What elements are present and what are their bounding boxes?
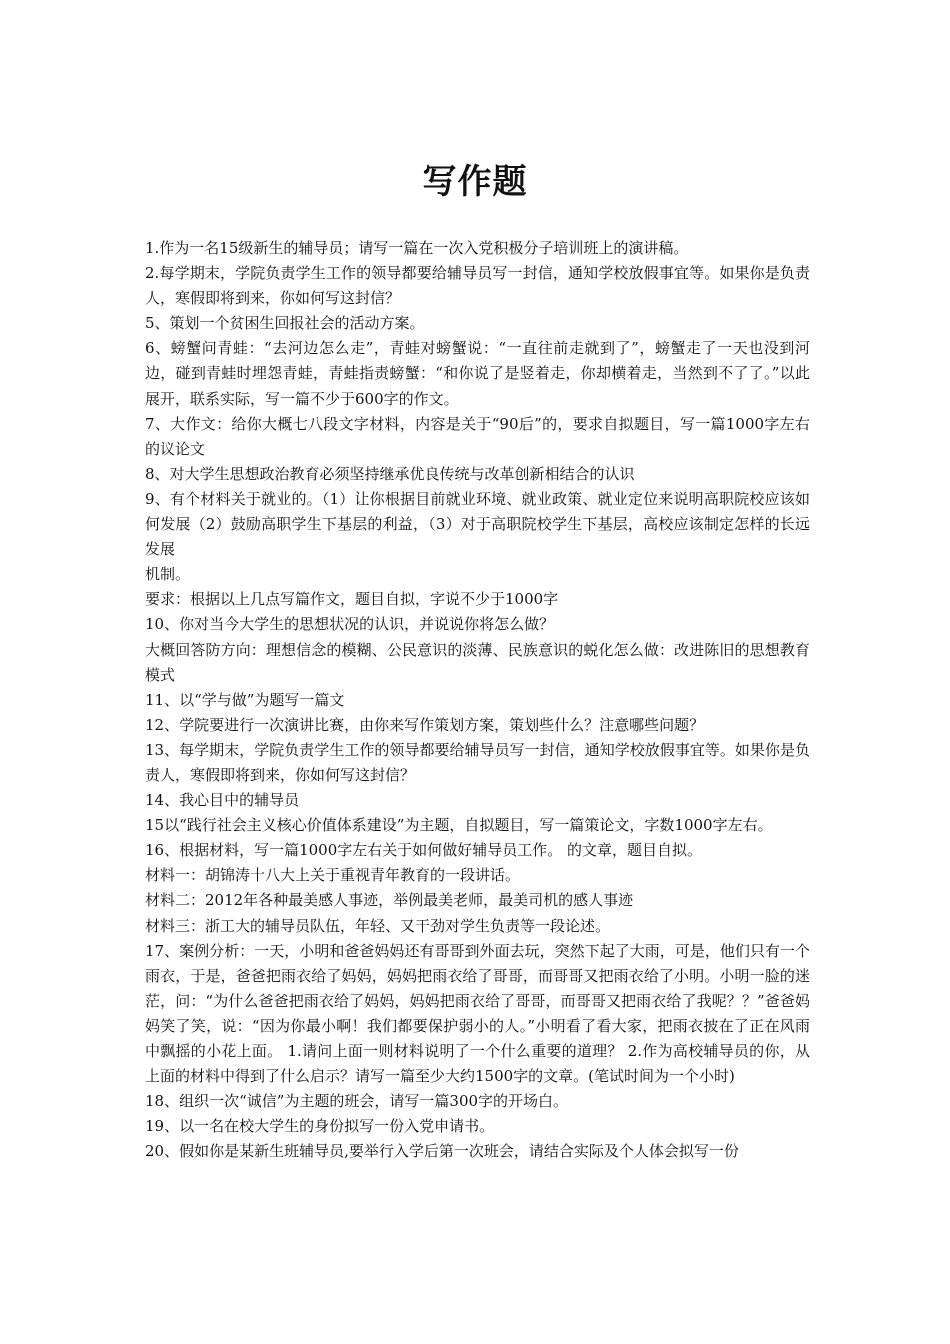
question-line: 20、假如你是某新生班辅导员,要举行入学后第一次班会，请结合实际及个人体会拟写一份: [145, 1142, 739, 1161]
question-line: 13、每学期末，学院负责学生工作的领导都要给辅导员写一封信，通知学校放假事宜等。如果你是负责人，寒假即将到来，你如何写这封信？: [145, 740, 810, 784]
question-line: 7、大作文：给你大概七八段文字材料，内容是关于“90后”的，要求自拟题目，写一篇1000字左右的议论文: [145, 414, 810, 458]
question-line: 18、组织一次“诚信”为主题的班会，请写一篇300字的开场白。: [145, 1092, 569, 1111]
question-line: 9、有个材料关于就业的。（1）让你根据目前就业环境、就业政策、就业定位来说明高职院校应该如何发展（2）鼓励高职学生下基层的利益，（3）对于高职院校学生下基层，高校应该制定怎样的长远发展: [145, 489, 810, 559]
question-line: 12、学院要进行一次演讲比赛，由你来写作策划方案，策划些什么？注意哪些问题？: [145, 715, 705, 734]
question-line: 机制。: [145, 565, 191, 584]
question-line: 10、你对当今大学生的思想状况的认识，并说说你将怎么做？: [145, 615, 555, 634]
question-line: 材料三：浙工大的辅导员队伍，年轻、又干劲对学生负责等一段论述。: [145, 916, 611, 935]
question-line: 6、螃蟹问青蛙：“去河边怎么走”，青蛙对螃蟹说：“一直往前走就到了”，螃蟹走了一天也没到河边，碰到青蛙时埋怨青蛙，青蛙指责螃蟹：“和你说了是竖着走，你却横着走，当然到不了了。”以此展开，联系实际，写一篇不少于600字的作文。: [145, 339, 810, 408]
page-title: 写作题: [422, 162, 528, 202]
question-line: 大概回答防方向：理想信念的模糊、公民意识的淡薄、民族意识的蜕化怎么做：改进陈旧的思想教育模式: [145, 640, 810, 684]
question-line: 要求：根据以上几点写篇作文，题目自拟，字说不少于1000字: [145, 590, 559, 609]
question-line: 11、以“学与做”为题写一篇文: [145, 690, 345, 709]
question-line: 材料二：2012年各种最美感人事迹，举例最美老师，最美司机的感人事迹: [145, 891, 634, 910]
question-line: 16、根据材料，写一篇1000字左右关于如何做好辅导员工作。 的文章，题目自拟。: [145, 841, 703, 860]
question-line: 14、我心目中的辅导员: [145, 791, 300, 810]
question-line: 1.作为一名15级新生的辅导员；请写一篇在一次入党积极分子培训班上的演讲稿。: [145, 239, 689, 257]
question-line: 17、案例分析：一天，小明和爸爸妈妈还有哥哥到外面去玩，突然下起了大雨，可是，他们只有一个雨衣，于是，爸爸把雨衣给了妈妈，妈妈把雨衣给了哥哥，而哥哥又把雨衣给了小明。小明一脸的迷茫，问：“为什么爸爸把雨衣给了妈妈，妈妈把雨衣给了哥哥，而哥哥又把雨衣给了我呢？？”爸爸妈妈笑了笑，说：“因为你最小啊！我们都要保护弱小的人。”小明看了看大家，把雨衣披在了正在风雨中飘摇的小花上面。 1.请问上面一则材料说明了一个什么重要的道理？ 2.作为高校辅导员的你，从上面的材料中得到了什么启示？请写一篇至少大约1500字的文章。(笔试时间为一个小时): [145, 941, 810, 1086]
question-line: 2.每学期末，学院负责学生工作的领导都要给辅导员写一封信，通知学校放假事宜等。如果你是负责人，寒假即将到来，你如何写这封信？: [145, 264, 810, 308]
question-line: 19、以一名在校大学生的身份拟写一份入党申请书。: [145, 1117, 495, 1136]
question-list: [145, 236, 810, 1164]
question-line: 15以“践行社会主义核心价值体系建设”为主题，自拟题目，写一篇策论文，字数1000字左右。: [145, 816, 773, 835]
question-line: 8、对大学生思想政治教育必须坚持继承优良传统与改革创新相结合的认识: [145, 464, 635, 483]
question-line: 5、策划一个贫困生回报社会的活动方案。: [145, 314, 425, 333]
question-line: 材料一：胡锦涛十八大上关于重视青年教育的一段讲话。: [145, 866, 521, 885]
